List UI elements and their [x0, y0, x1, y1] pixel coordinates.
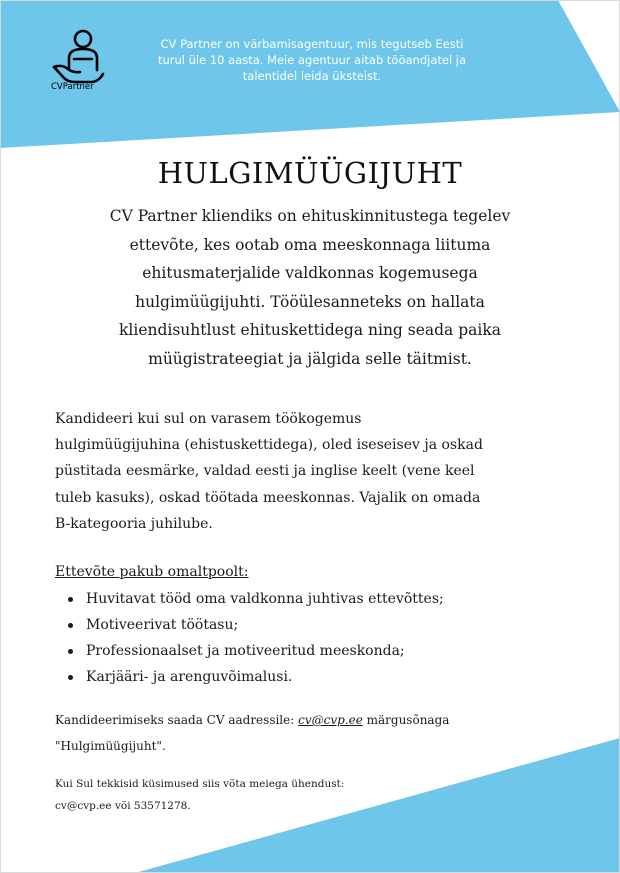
application-line [55, 707, 575, 733]
agency-description-line: CV Partner on värbamisagentuur, mis tegutseb Eesti [160, 37, 464, 51]
agency-description-line: turul üle 10 aasta. Meie agentuur aitab tööandjatel ja [157, 53, 467, 67]
list-item: Karjääri- ja arenguvõimalusi. [55, 664, 444, 690]
requirements-line: tuleb kasuks), oskad töötada meeskonnas. Vajalik on omada [55, 489, 481, 506]
application-prefix: Kandideerimiseks saada CV aadressile: [55, 713, 299, 727]
page-title: HULGIMÜÜGIJUHT [157, 156, 463, 190]
offer-heading: Ettevõte pakub omaltpoolt: [55, 564, 249, 580]
requirements-line: hulgimüügijuhina (ehistuskettidega), oled iseseisev ja oskad [55, 437, 483, 454]
intro-line: hulgimüügijuhti. Tööülesanneteks on hallata [135, 292, 485, 311]
intro-line: ettevõte, kes ootab oma meeskonnaga liituma [129, 235, 491, 254]
contact-line: Kui Sul tekkisid küsimused siis võta meiega ühendust: [55, 778, 345, 790]
intro-line: kliendisuhtlust ehituskettidega ning seada paika [119, 321, 501, 340]
application-keyword: "Hulgimüügijuht". [55, 739, 166, 753]
intro-line: ehitusmaterjalide valdkonnas kogemusega [142, 264, 478, 283]
agency-description [116, 36, 508, 84]
intro-line: CV Partner kliendiks on ehituskinnitustega tegelev [109, 207, 511, 225]
intro-line: müügistrateegiat ja jälgida selle täitmist. [148, 349, 472, 368]
contact-info [55, 774, 475, 817]
logo-text: CVPartner [51, 82, 94, 92]
offer-list [55, 586, 444, 690]
requirements-line: püstitada eesmärke, valdad eesti ja inglise keelt (vene keel [55, 463, 475, 480]
intro-paragraph [50, 202, 570, 374]
list-item: Huvitavat tööd oma valdkonna juhtivas ettevõttes; [55, 586, 444, 612]
list-item: Professionaalset ja motiveeritud meeskonda; [55, 638, 444, 664]
application-suffix: märgusõnaga [362, 713, 450, 727]
candidate-requirements [55, 406, 575, 537]
contact-line: cv@cvp.ee või 53571278. [55, 799, 191, 812]
agency-description-line: talentidel leida üksteist. [242, 69, 382, 83]
requirements-line: B-kategooria juhilube. [55, 515, 213, 532]
list-item: Motiveerivat töötasu; [55, 612, 444, 638]
email-link[interactable]: cv@cvp.ee [298, 713, 363, 727]
application-instructions [55, 707, 575, 759]
requirements-line: Kandideeri kui sul on varasem töökogemus [55, 411, 362, 427]
